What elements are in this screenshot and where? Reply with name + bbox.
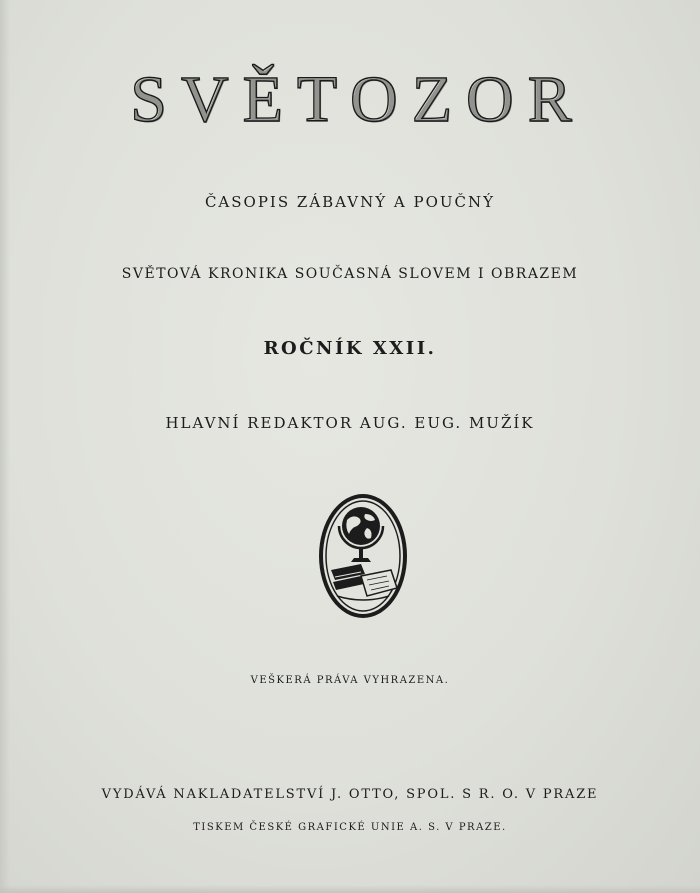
editor-line: HLAVNÍ REDAKTOR AUG. EUG. MUŽÍK: [165, 414, 535, 432]
page-bottom-shadow: [0, 885, 700, 893]
magazine-title: SVĚTOZOR: [130, 63, 586, 136]
rights-notice: VEŠKERÁ PRÁVA VYHRAZENA.: [250, 675, 450, 686]
globe-and-books-emblem-icon: [317, 492, 409, 620]
printer-line: TISKEM ČESKÉ GRAFICKÉ UNIE A. S. V PRAZE.: [193, 822, 507, 833]
publisher-line: VYDÁVÁ NAKLADATELSTVÍ J. OTTO, SPOL. S R. O. V PRAZE: [101, 787, 599, 802]
magazine-subtitle: ČASOPIS ZÁBAVNÝ A POUČNÝ: [204, 193, 496, 211]
chronicle-line: SVĚTOVÁ KRONIKA SOUČASNÁ SLOVEM I OBRAZEM: [121, 266, 579, 282]
volume-number: ROČNÍK XXII.: [263, 338, 437, 359]
